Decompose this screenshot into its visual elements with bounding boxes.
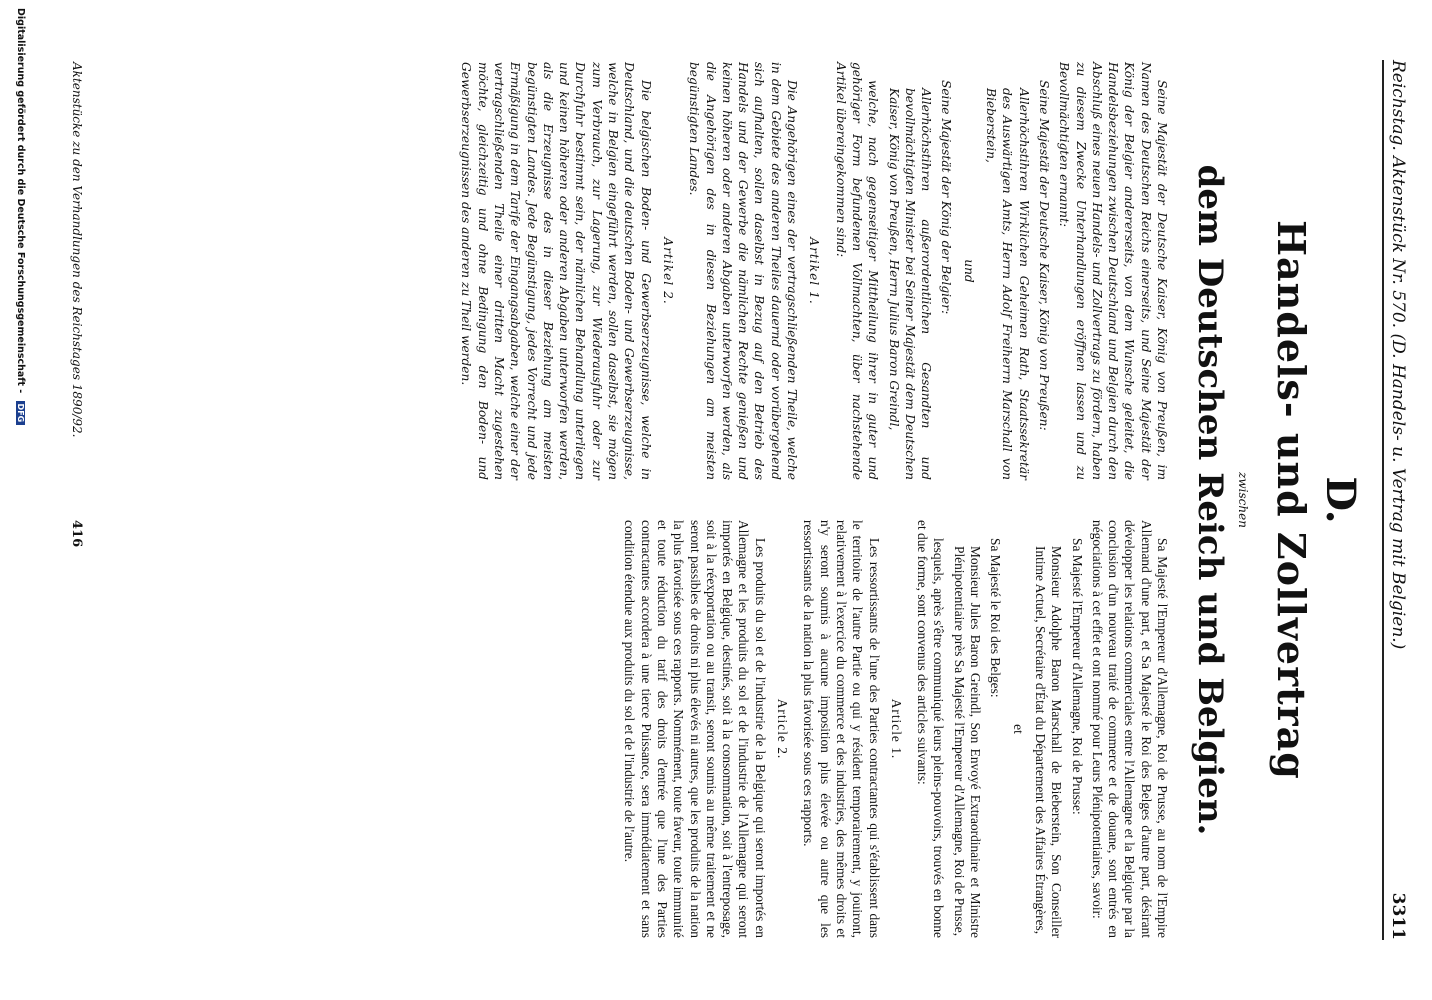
treaty-subtitle: dem Deutschen Reich und Belgien. (1190, 164, 1230, 836)
french-plenipotentiary2: Monsieur Jules Baron Greindl, Son Envoyé Extraordinaire et Ministre Plénipotentiaire près Sa Majesté l'Empereur d'Allemagne, Roi de Prusse, (951, 546, 984, 938)
french-plenipotentiary2-title: Sa Majesté le Roi des Belges: (988, 538, 1004, 698)
french-art2-heading: Article 2. (775, 698, 791, 760)
page-number: 3311 (1388, 892, 1408, 940)
french-closing: lesquels, après s'être communiqué leurs pleins-pouvoirs, trouvés en bonne et due forme, sont convenus des articles suivants: (915, 520, 947, 938)
between-word: zwischen (1236, 472, 1250, 528)
footer-number: 416 (69, 520, 84, 548)
german-preamble: Seine Majestät der Deutsche Kaiser, König von Preußen, im Namen des Deutschen Reichs einerseits, und Seine Majestät der König der Belgier andererseits, von dem Wunsche geleitet, die Handelsbeziehungen zwischen Deutschland und Belgien durch den Abschluß eines neuen Handels- und Zollvertrags zu fördern, haben zu diesem Zwecke Unterhandlungen eröffnen lassen und zu Bevollmächtigten ernannt: (1057, 62, 1169, 480)
german-closing: welche, nach gegenseitiger Mittheilung ihrer in guter und gehöriger Form befundenen Vollmachten, über nachstehende Artikel übereingekommen sind: (833, 62, 881, 480)
treaty-title: Handels- und Zollvertrag (1269, 220, 1314, 780)
section-letter: D. (1317, 476, 1364, 524)
running-head (1382, 60, 1408, 940)
french-et: et (1010, 724, 1026, 734)
french-preamble: Sa Majesté l'Empereur d'Allemagne, Roi de Prusse, au nom de l'Empire Allemand d'une part, et Sa Majesté le Roi des Belges d'autre part, désirant développer les relations commerciales entre l'Allemagne et la Belgique par la conclusion d'un nouveau traité de commerce et de douane, sont entrés en négociations à cet effet et ont nommé pour Leurs Plénipotentiaires, savoir: (1089, 520, 1170, 938)
german-plenipotentiary1-title: Seine Majestät der Deutsche Kaiser, König von Preußen: (1036, 80, 1051, 431)
digitization-text: Digitalisierung gefördert durch die Deutsche Forschungsgemeinschaft - (15, 8, 26, 394)
footer-source: Aktenstücke zu den Verhandlungen des Reichstages 1890/92. (70, 62, 84, 438)
french-art1: Les ressortissants de l'une des Parties contractantes qui s'établissent dans le territoire de l'autre Partie ou qui y résident temporairement, y jouiront, relativement à l'exercice du commerce et des industries, des mêmes droits et n'y seront soumis à aucune imposition plus élevée ou autre que les ressortissants de la nation la plus favorisée sous ces rapports. (801, 520, 882, 938)
german-plenipotentiary2: Allerhöchstihren außerordentlichen Gesandten und bevollmächtigten Minister bei Seiner Majestät dem Deutschen Kaiser, König von Preußen, Herrn Julius Baron Greindl, (886, 88, 934, 480)
french-column (617, 520, 1170, 938)
digitization-notice (15, 8, 26, 992)
german-und: und (961, 259, 976, 283)
french-art2: Les produits du sol et de l'industrie de la Belgique qui seront importés en Allemagne et les produits du sol et de l'industrie de l'Allemagne qui seront importés en Belgique, destinés, soit à la consommation, soit à l'entreposage, soit à la réexportation ou au transit, seront soumis au même traitement et ne seront passibles de droits ni plus élevés ni autres, que les produits de la nation la plus favorisée sous ces rapports. Nommément, toute faveur, toute immunité et toute réduction du tarif des droits d'entrée que l'une des Parties contractantes accordera à une tierce Puissance, sera immédiatement et sans condition étendue aux produits du sol et de l'industrie de l'autre. (622, 520, 768, 938)
running-head-text: Reichstag. Aktenstück Nr. 570. (D. Handels- u. Vertrag mit Belgien.) (1388, 60, 1408, 650)
german-art1: Die Angehörigen eines der vertragschließenden Theile, welche in dem Gebiete des anderen Theiles dauernd oder vorübergehend sich aufhalten, sollen daselbst in Bezug auf den Betrieb des Handels und der Gewerbe die nämlichen Rechte genießen und keinen höheren oder anderen Abgaben unterworfen werden, als die Angehörigen des in diesen Beziehungen am meisten begünstigten Landes. (687, 62, 800, 480)
german-plenipotentiary1: Allerhöchstihren Wirklichen Geheimen Rath, Staatssekretär des Auswärtigen Amts, Herrn Adolf Freiherrn Marschall von Bieberstein, (984, 88, 1031, 480)
german-art1-heading: Artikel 1. (807, 237, 822, 305)
dfg-logo: DFG (16, 401, 25, 426)
french-plenipotentiary1: Monsieur Adolphe Baron Marschall de Bieberstein, Son Conseiller Intime Actuel, Secrétaire d'État du Département des Affaires Étrangères, (1032, 546, 1065, 938)
french-plenipotentiary1-title: Sa Majesté l'Empereur d'Allemagne, Roi de Prusse: (1069, 538, 1085, 815)
german-column (454, 62, 1170, 480)
german-art2: Die belgischen Boden- und Gewerbserzeugnisse, welche in Deutschland, und die deutschen Boden- und Gewerbserzeugnisse, welche in Belgien eingeführt werden, sollen daselbst, sie mögen zum Verbrauch, zur Lagerung, zur Wiederausfuhr oder zur Durchfuhr bestimmt sein, der nämlichen Behandlung unterliegen und keinen höheren oder anderen Abgaben unterworfen werden, als die Erzeugnisse des in dieser Beziehung am meisten begünstigten Landes. Jede Begünstigung, jedes Vorrecht und jede Ermäßigung in dem Tarife der Eingangsabgaben, welche einer der vertragschließenden Theile einer dritten Macht zugestehen möchte, gleichzeitig und ohne Bedingung den Boden- und Gewerbserzeugnissen des anderen zu Theil werden. (459, 62, 653, 480)
german-plenipotentiary2-title: Seine Majestät der König der Belgier: (939, 80, 954, 315)
german-art2-heading: Artikel 2. (660, 237, 675, 305)
treaty-between (1190, 0, 1250, 1000)
french-art1-heading: Article 1. (888, 698, 904, 760)
